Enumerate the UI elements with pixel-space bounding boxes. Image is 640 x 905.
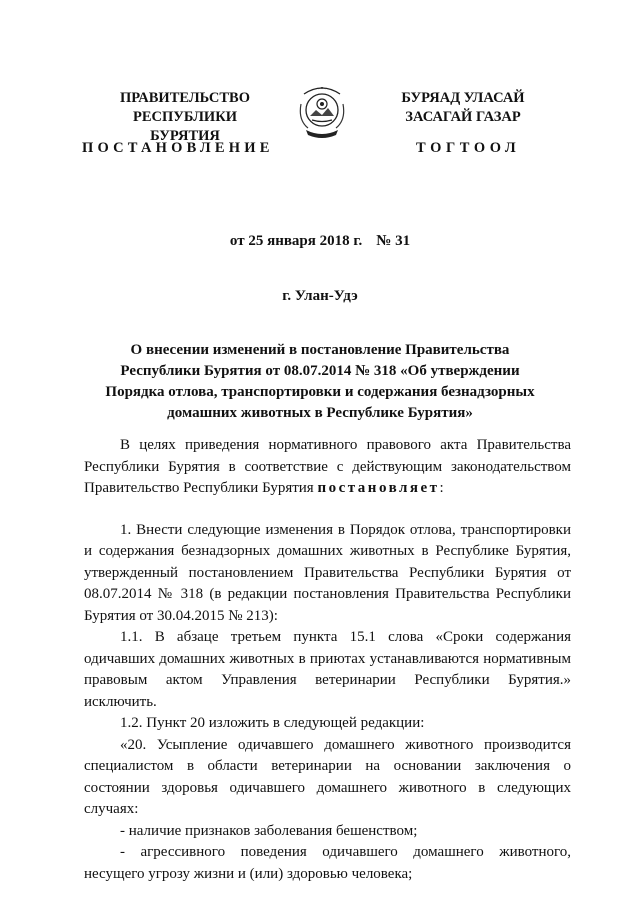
doc-type-ru: ПОСТАНОВЛЕНИЕ [82, 140, 274, 156]
preamble-text: В целях приведения нормативного правового акта Правительства Республики Бурятия в соответствие с действующим законодательством Правительство Республики Бурятия [84, 437, 571, 496]
list-item: - агрессивного поведения одичавшего домашнего животного, несущего угрозу жизни и (или) здоровью человека; [84, 844, 571, 882]
org-line-2: ЗАСАГАЙ ГАЗАР [405, 109, 521, 125]
doc-number: № 31 [376, 233, 411, 249]
coat-of-arms-buryatia-icon [296, 80, 348, 142]
org-line-2: РЕСПУБЛИКИ БУРЯТИЯ [132, 109, 238, 144]
preamble-paragraph [84, 435, 571, 500]
list-item: - наличие признаков заболевания бешенством; [120, 822, 418, 839]
paragraph-1-1: 1.1. В абзаце третьем пункта 15.1 слова «Сроки содержания одичавших домашних животных в приютах устанавливаются нормативным правовым актом Управления ветеринарии Республики Бурятия.» исключить. [84, 629, 571, 710]
preamble-end: : [439, 480, 444, 496]
preamble-emphasis: постановляет [317, 480, 440, 496]
date-number-line [0, 233, 640, 250]
document-body [84, 435, 571, 885]
paragraph-20: «20. Усыпление одичавшего домашнего животного производится специалистом в области ветеринарии на основании заключения о состоянии здоровья одичавшего домашнего животного в следующих случаях: [84, 736, 571, 817]
doc-type-bua: ТОГТООЛ [416, 140, 521, 156]
government-name-bua [388, 89, 538, 127]
city: г. Улан-Удэ [282, 288, 358, 304]
paragraph-1: 1. Внести следующие изменения в Порядок отлова, транспортировки и содержания безнадзорных домашних животных в Республике Бурятия, утвержденный постановлением Правительства Республики Бурятия от 08.07.2014 № 318 (в редакции постановления Правительства Республики Бурятия от 30.04.2015 № 213): [84, 521, 571, 624]
org-line-1: ПРАВИТЕЛЬСТВО [120, 90, 250, 106]
document-title: О внесении изменений в постановление Правительства Республики Бурятия от 08.07.2014 № 318 «Об утверждении Порядка отлова, транспортировки и содержания безнадзорных домашних животных в Республике Бурятия» [105, 342, 535, 421]
org-line-1: БУРЯАД УЛАСАЙ [401, 90, 525, 106]
government-name-ru [100, 89, 270, 146]
paragraph-1-2: 1.2. Пункт 20 изложить в следующей редакции: [120, 715, 425, 731]
doc-date: от 25 января 2018 г. [229, 233, 363, 249]
